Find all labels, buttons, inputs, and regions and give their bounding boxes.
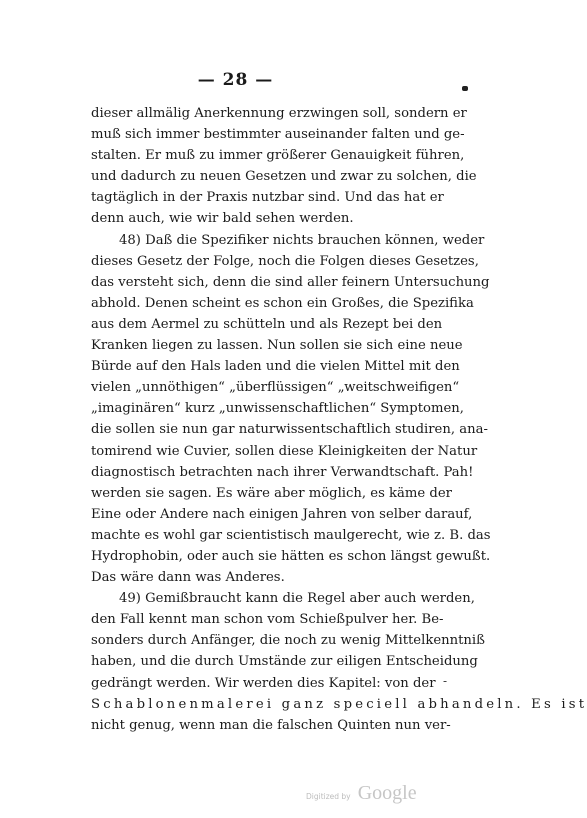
text-line: muß sich immer bestimmter auseinander falten und ge- <box>91 127 465 143</box>
page-number: — 28 — <box>197 70 274 90</box>
body-text <box>91 103 587 736</box>
text-line: die sollen sie nun gar naturwissentschaftlich studiren, ana- <box>91 422 488 438</box>
text-line: tomirend wie Cuvier, sollen diese Kleinigkeiten der Natur <box>91 443 478 459</box>
text-line: Hydrophobin, oder auch sie hätten es schon längst gewußt. <box>91 548 491 564</box>
text-line: aus dem Aermel zu schütteln und als Rezept bei den <box>91 316 443 332</box>
google-logo: Google <box>357 782 417 804</box>
text-line: vielen „unnöthigen“ „überflüssigen“ „weitschweifigen“ <box>91 380 460 396</box>
text-line: gedrängt werden. Wir werden dies Kapitel: von der <box>91 675 436 691</box>
text-line: stalten. Er muß zu immer größerer Genauigkeit führen, <box>91 148 465 164</box>
text-line: sonders durch Anfänger, die noch zu wenig Mittelkenntniß <box>91 633 485 649</box>
text-line: abhold. Denen scheint es schon ein Großes, die Spezifika <box>91 295 474 311</box>
page-edge-mark <box>462 86 468 91</box>
paragraph-start-48: 48) Daß die Spezifiker nichts brauchen können, weder <box>119 232 485 248</box>
text-line-spaced: Schablonenmalerei ganz speciell abhandeln. Es ist <box>91 696 587 712</box>
text-line: nicht genug, wenn man die falschen Quinten nun ver- <box>91 717 451 733</box>
text-line: diagnostisch betrachten nach ihrer Verwandtschaft. Pah! <box>91 464 474 480</box>
text-line: den Fall kennt man schon vom Schießpulver her. Be- <box>91 612 444 628</box>
text-line: Kranken liegen zu lassen. Nun sollen sie sich eine neue <box>91 338 463 354</box>
paragraph-start-49: 49) Gemißbraucht kann die Regel aber auch werden, <box>119 591 475 607</box>
text-line: Bürde auf den Hals laden und die vielen Mittel mit den <box>91 359 460 375</box>
text-line: Das wäre dann was Anderes. <box>91 570 285 586</box>
text-line: haben, und die durch Umstände zur eiligen Entscheidung <box>91 654 478 670</box>
watermark-prefix: Digitized by <box>306 792 351 801</box>
text-line: dieses Gesetz der Folge, noch die Folgen dieses Gesetzes, <box>91 253 479 269</box>
text-line: werden sie sagen. Es wäre aber möglich, es käme der <box>91 485 452 501</box>
text-line: machte es wohl gar scientistisch maulgerecht, wie z. B. das <box>91 527 491 543</box>
text-line: tagtäglich in der Praxis nutzbar sind. Und das hat er <box>91 190 444 206</box>
google-watermark <box>306 782 417 805</box>
text-line: Eine oder Andere nach einigen Jahren von selber darauf, <box>91 506 473 522</box>
text-line: denn auch, wie wir bald sehen werden. <box>91 211 354 227</box>
text-line: und dadurch zu neuen Gesetzen und zwar zu solchen, die <box>91 169 477 185</box>
text-line: dieser allmälig Anerkennung erzwingen soll, sondern er <box>91 106 467 121</box>
margin-mark: - <box>443 674 448 688</box>
text-line: „imaginären“ kurz „unwissenschaftlichen“ Symptomen, <box>91 401 464 417</box>
text-line: das versteht sich, denn die sind aller feinern Untersuchung <box>91 274 490 290</box>
